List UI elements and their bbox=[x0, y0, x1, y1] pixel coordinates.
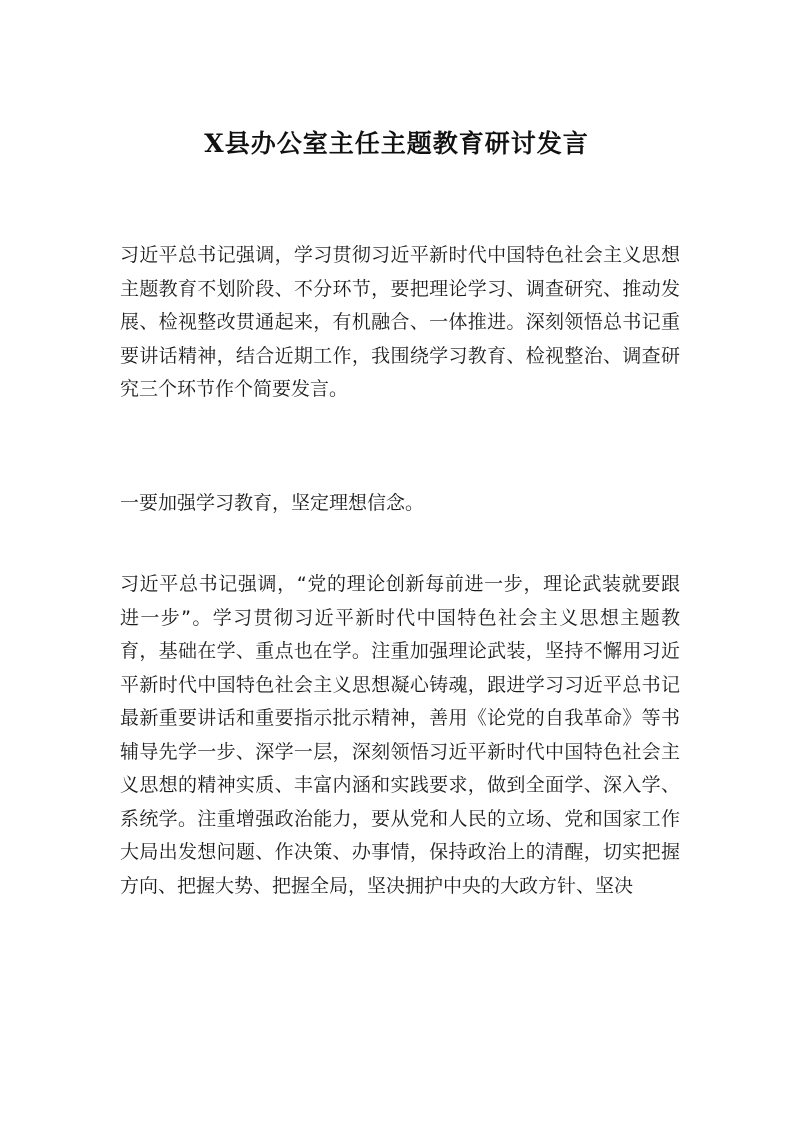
document-title: X县办公室主任主题教育研讨发言 bbox=[204, 129, 589, 158]
paragraph-intro: 习近平总书记强调，学习贯彻习近平新时代中国特色社会主义思想主题教育不划阶段、不分环节，要把理论学习、调查研究、推动发展、检视整改贯通起来，有机融合、一体推进。深刻领悟总书记重要讲话精神，结合近期工作，我围绕学习教育、检视整治、调查研究三个环节作个简要发言。 bbox=[120, 244, 680, 400]
paragraph-body: 习近平总书记强调，“党的理论创新每前进一步，理论武装就要跟进一步”。学习贯彻习近平新时代中国特色社会主义思想主题教育，基础在学、重点也在学。注重加强理论武装，坚持不懈用习近平新时代中国特色社会主义思想凝心铸魂，跟进学习习近平总书记最新重要讲话和重要指示批示精神，善用《论党的自我革命》等书辅导先学一步、深学一层，深刻领悟习近平新时代中国特色社会主义思想的精神实质、丰富内涵和实践要求，做到全面学、深入学、系统学。注重增强政治能力，要从党和人民的立场、党和国家工作大局出发想问题、作决策、办事情，保持政治上的清醒，切实把握方向、把握大势、把握全局，坚决拥护中央的大政方针、坚决 bbox=[120, 573, 680, 897]
paragraph-section-heading: 一要加强学习教育，坚定理想信念。 bbox=[120, 492, 425, 514]
